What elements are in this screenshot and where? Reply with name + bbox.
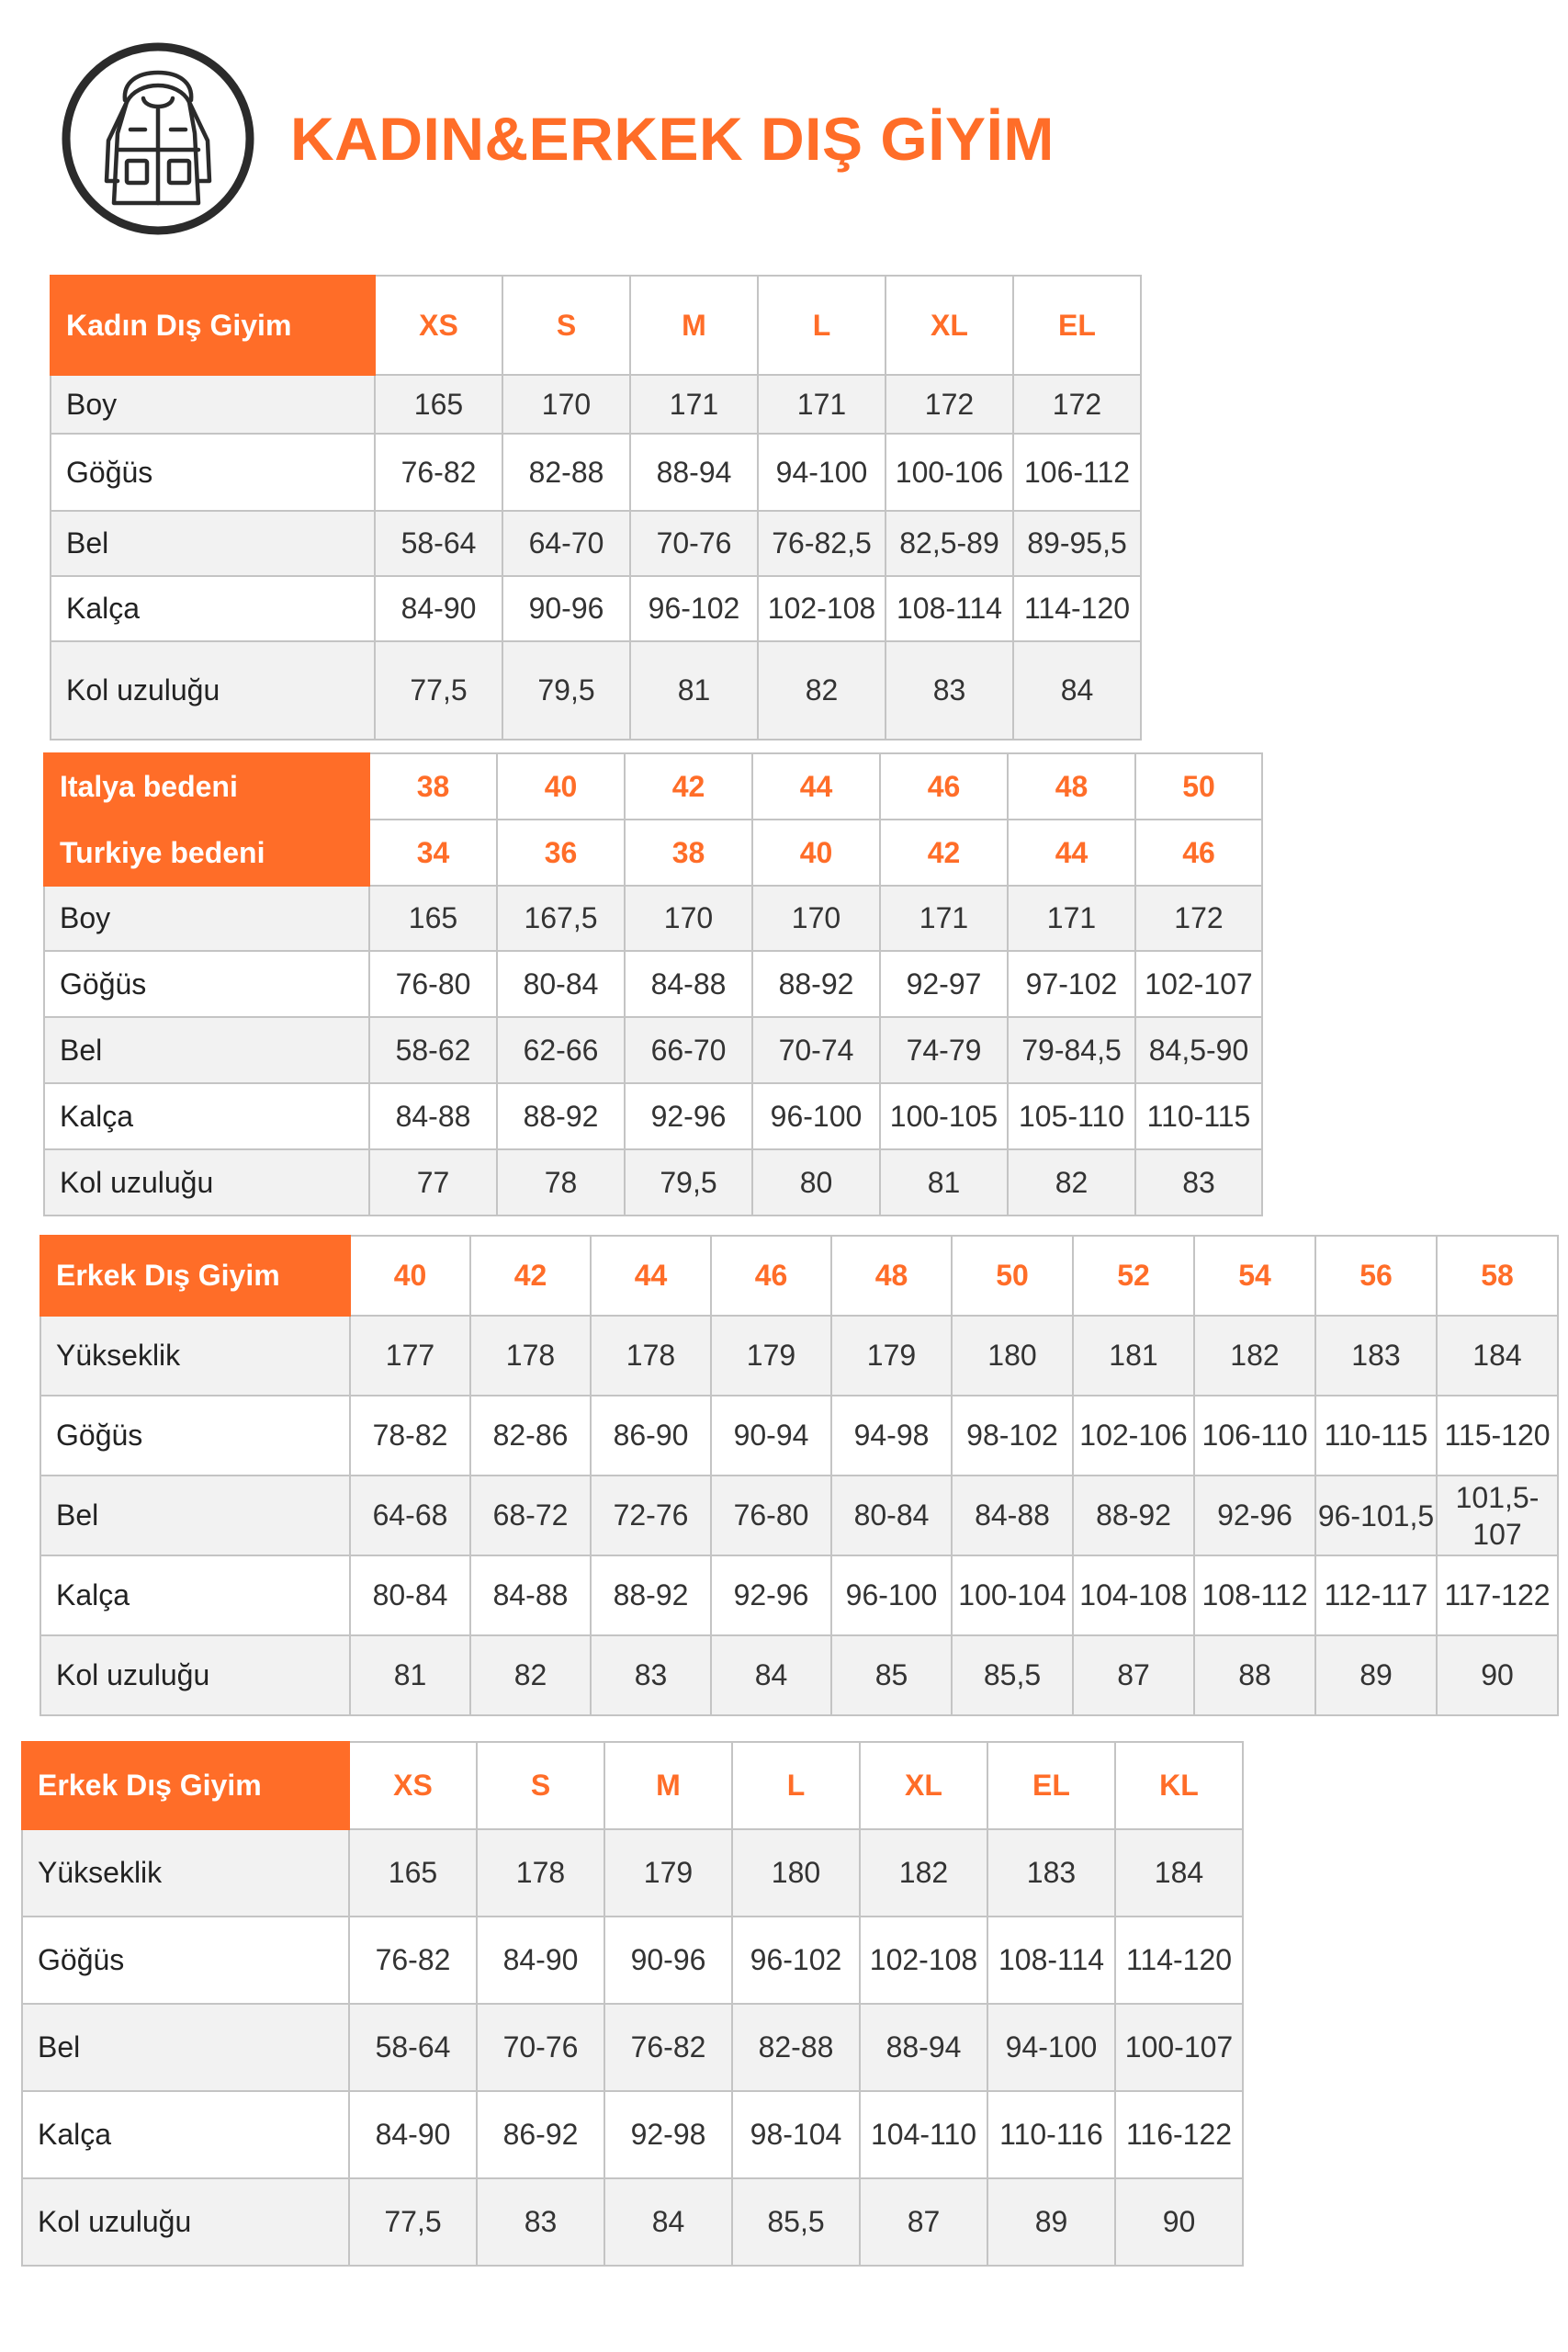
- table-row: [51, 434, 1141, 511]
- row-label: Yükseklik: [40, 1316, 350, 1396]
- size-header: 46: [880, 753, 1008, 820]
- table-cell: 88-92: [591, 1555, 711, 1635]
- row-label: Göğüs: [40, 1396, 350, 1476]
- table-cell: 96-101,5: [1315, 1476, 1437, 1555]
- table-cell: 171: [630, 375, 758, 434]
- row-label: Bel: [22, 2004, 349, 2091]
- table-cell: 84: [711, 1635, 831, 1715]
- table-row: [44, 951, 1262, 1017]
- table-row: [22, 1829, 1243, 1917]
- size-header: 38: [369, 753, 497, 820]
- table-cell: 70-74: [752, 1017, 880, 1083]
- table-cell: 171: [1008, 886, 1135, 951]
- italy-turkey-size-table: [43, 752, 1263, 1216]
- table-cell: 81: [630, 641, 758, 740]
- size-header: XS: [375, 276, 502, 375]
- table-row: [44, 1149, 1262, 1216]
- men-numeric-size-table: [39, 1235, 1559, 1716]
- table-cell: 83: [477, 2178, 604, 2266]
- size-header: S: [477, 1742, 604, 1829]
- table-cell: 165: [369, 886, 497, 951]
- table-cell: 97-102: [1008, 951, 1135, 1017]
- table-cell: 178: [477, 1829, 604, 1917]
- table-cell: 72-76: [591, 1476, 711, 1555]
- table-cell: 76-82,5: [758, 511, 886, 576]
- size-header: 38: [625, 820, 752, 886]
- row-label: Kol uzuluğu: [44, 1149, 369, 1216]
- size-header: 48: [831, 1236, 952, 1316]
- table-cell: 92-97: [880, 951, 1008, 1017]
- table-cell: 106-112: [1013, 434, 1141, 511]
- table-cell: 89: [1315, 1635, 1437, 1715]
- table-cell: 96-102: [732, 1917, 860, 2004]
- table-row: [22, 2004, 1243, 2091]
- table-cell: 100-104: [952, 1555, 1073, 1635]
- row-label: Kol uzuluğu: [51, 641, 375, 740]
- table-cell: 86-92: [477, 2091, 604, 2178]
- size-header: 56: [1315, 1236, 1437, 1316]
- table-row: [22, 2091, 1243, 2178]
- table-cell: 85,5: [732, 2178, 860, 2266]
- table-cell: 82-86: [470, 1396, 591, 1476]
- table-cell: 94-100: [758, 434, 886, 511]
- table-row: [40, 1635, 1558, 1715]
- table-cell: 104-108: [1073, 1555, 1194, 1635]
- table-cell: 182: [1194, 1316, 1315, 1396]
- table-cell: 88-92: [497, 1083, 625, 1149]
- row-label: Bel: [44, 1017, 369, 1083]
- row-label: Yükseklik: [22, 1829, 349, 1917]
- table-cell: 101,5-107: [1437, 1476, 1558, 1555]
- table-cell: 80-84: [831, 1476, 952, 1555]
- row-label: Boy: [51, 375, 375, 434]
- table-cell: 70-76: [477, 2004, 604, 2091]
- table-cell: 170: [502, 375, 630, 434]
- table-cell: 78-82: [350, 1396, 470, 1476]
- table-cell: 96-100: [752, 1083, 880, 1149]
- table-cell: 165: [375, 375, 502, 434]
- table-cell: 87: [860, 2178, 987, 2266]
- table-cell: 184: [1115, 1829, 1243, 1917]
- size-header: L: [758, 276, 886, 375]
- table-cell: 92-96: [1194, 1476, 1315, 1555]
- table-row: [44, 886, 1262, 951]
- table-cell: 85: [831, 1635, 952, 1715]
- table-row: [51, 375, 1141, 434]
- size-header: 42: [470, 1236, 591, 1316]
- table-cell: 80-84: [497, 951, 625, 1017]
- table-row: [40, 1555, 1558, 1635]
- table-cell: 62-66: [497, 1017, 625, 1083]
- table-cell: 179: [604, 1829, 732, 1917]
- table-cell: 108-114: [987, 1917, 1115, 2004]
- table-row: [51, 641, 1141, 740]
- table-cell: 79,5: [625, 1149, 752, 1216]
- table-cell: 177: [350, 1316, 470, 1396]
- size-header: 34: [369, 820, 497, 886]
- table-cell: 88-92: [752, 951, 880, 1017]
- table-row: [22, 1917, 1243, 2004]
- table-cell: 180: [952, 1316, 1073, 1396]
- size-header: 40: [350, 1236, 470, 1316]
- table-cell: 84: [1013, 641, 1141, 740]
- table-cell: 98-104: [732, 2091, 860, 2178]
- size-header: 48: [1008, 753, 1135, 820]
- table-cell: 76-82: [349, 1917, 477, 2004]
- men-letter-size-table: [21, 1741, 1244, 2267]
- table-cell: 84-88: [625, 951, 752, 1017]
- table-cell: 94-98: [831, 1396, 952, 1476]
- table-cell: 115-120: [1437, 1396, 1558, 1476]
- table-row: [40, 1396, 1558, 1476]
- table-cell: 77,5: [375, 641, 502, 740]
- row-label: Göğüs: [51, 434, 375, 511]
- table-cell: 84-90: [477, 1917, 604, 2004]
- table-cell: 58-64: [375, 511, 502, 576]
- table-row: [40, 1316, 1558, 1396]
- table-cell: 88-94: [860, 2004, 987, 2091]
- table-cell: 81: [350, 1635, 470, 1715]
- row-label: Göğüs: [22, 1917, 349, 2004]
- row-label: Bel: [40, 1476, 350, 1555]
- table-cell: 88-92: [1073, 1476, 1194, 1555]
- table-cell: 114-120: [1013, 576, 1141, 641]
- size-header: 44: [752, 753, 880, 820]
- table-cell: 179: [831, 1316, 952, 1396]
- table-cell: 102-108: [860, 1917, 987, 2004]
- size-header: 40: [752, 820, 880, 886]
- table-row: [40, 1476, 1558, 1555]
- table-cell: 102-106: [1073, 1396, 1194, 1476]
- table-cell: 96-102: [630, 576, 758, 641]
- table-cell: 179: [711, 1316, 831, 1396]
- table-cell: 112-117: [1315, 1555, 1437, 1635]
- table-cell: 88-94: [630, 434, 758, 511]
- coat-icon: [61, 41, 255, 236]
- size-header: S: [502, 276, 630, 375]
- table-cell: 167,5: [497, 886, 625, 951]
- table-cell: 178: [591, 1316, 711, 1396]
- size-header: 42: [880, 820, 1008, 886]
- table-header-label: Erkek Dış Giyim: [22, 1742, 349, 1829]
- table-cell: 74-79: [880, 1017, 1008, 1083]
- row-label: Göğüs: [44, 951, 369, 1017]
- table-cell: 83: [591, 1635, 711, 1715]
- size-header: XL: [886, 276, 1013, 375]
- table-cell: 183: [1315, 1316, 1437, 1396]
- table-cell: 82-88: [502, 434, 630, 511]
- size-header: KL: [1115, 1742, 1243, 1829]
- table-cell: 171: [880, 886, 1008, 951]
- table-row: [44, 1017, 1262, 1083]
- row-label: Kalça: [44, 1083, 369, 1149]
- table-cell: 172: [1135, 886, 1262, 951]
- size-header: 44: [1008, 820, 1135, 886]
- size-header: 52: [1073, 1236, 1194, 1316]
- size-header: 42: [625, 753, 752, 820]
- table-row: [44, 1083, 1262, 1149]
- table-cell: 92-96: [711, 1555, 831, 1635]
- table-cell: 178: [470, 1316, 591, 1396]
- table-cell: 106-110: [1194, 1396, 1315, 1476]
- table-cell: 77: [369, 1149, 497, 1216]
- table-cell: 70-76: [630, 511, 758, 576]
- table-cell: 116-122: [1115, 2091, 1243, 2178]
- table-cell: 68-72: [470, 1476, 591, 1555]
- row-label: Boy: [44, 886, 369, 951]
- table-cell: 87: [1073, 1635, 1194, 1715]
- row-label: Kol uzuluğu: [40, 1635, 350, 1715]
- row-label: Bel: [51, 511, 375, 576]
- table-cell: 105-110: [1008, 1083, 1135, 1149]
- size-header: 58: [1437, 1236, 1558, 1316]
- table-cell: 181: [1073, 1316, 1194, 1396]
- table-cell: 79,5: [502, 641, 630, 740]
- table-cell: 84,5-90: [1135, 1017, 1262, 1083]
- women-size-table: [50, 275, 1142, 741]
- table-cell: 110-116: [987, 2091, 1115, 2178]
- table-cell: 58-64: [349, 2004, 477, 2091]
- table-cell: 102-108: [758, 576, 886, 641]
- row-label: Kol uzuluğu: [22, 2178, 349, 2266]
- size-header: XL: [860, 1742, 987, 1829]
- table-cell: 90: [1115, 2178, 1243, 2266]
- table-cell: 110-115: [1315, 1396, 1437, 1476]
- table-cell: 102-107: [1135, 951, 1262, 1017]
- table-cell: 110-115: [1135, 1083, 1262, 1149]
- table-cell: 79-84,5: [1008, 1017, 1135, 1083]
- table-cell: 84-88: [369, 1083, 497, 1149]
- table-cell: 172: [1013, 375, 1141, 434]
- italy-size-label: Italya bedeni: [44, 753, 369, 820]
- size-header: 54: [1194, 1236, 1315, 1316]
- table-cell: 90-96: [502, 576, 630, 641]
- table-cell: 117-122: [1437, 1555, 1558, 1635]
- size-header: 36: [497, 820, 625, 886]
- size-header: EL: [987, 1742, 1115, 1829]
- table-cell: 82-88: [732, 2004, 860, 2091]
- size-header: EL: [1013, 276, 1141, 375]
- table-cell: 76-82: [604, 2004, 732, 2091]
- table-cell: 82: [470, 1635, 591, 1715]
- turkey-size-label: Turkiye bedeni: [44, 820, 369, 886]
- table-cell: 165: [349, 1829, 477, 1917]
- size-header: XS: [349, 1742, 477, 1829]
- table-cell: 78: [497, 1149, 625, 1216]
- table-cell: 81: [880, 1149, 1008, 1216]
- table-cell: 64-68: [350, 1476, 470, 1555]
- table-cell: 182: [860, 1829, 987, 1917]
- table-cell: 64-70: [502, 511, 630, 576]
- page-title: KADIN&ERKEK DIŞ GİYİM: [290, 105, 1055, 173]
- size-header: 50: [952, 1236, 1073, 1316]
- table-cell: 98-102: [952, 1396, 1073, 1476]
- table-cell: 58-62: [369, 1017, 497, 1083]
- table-cell: 100-105: [880, 1083, 1008, 1149]
- table-cell: 172: [886, 375, 1013, 434]
- size-header: M: [630, 276, 758, 375]
- table-cell: 88: [1194, 1635, 1315, 1715]
- table-cell: 76-82: [375, 434, 502, 511]
- table-cell: 84: [604, 2178, 732, 2266]
- table-cell: 108-112: [1194, 1555, 1315, 1635]
- table-cell: 183: [987, 1829, 1115, 1917]
- table-cell: 92-98: [604, 2091, 732, 2178]
- table-cell: 170: [752, 886, 880, 951]
- table-cell: 114-120: [1115, 1917, 1243, 2004]
- size-header: M: [604, 1742, 732, 1829]
- table-cell: 89-95,5: [1013, 511, 1141, 576]
- table-cell: 76-80: [369, 951, 497, 1017]
- table-cell: 66-70: [625, 1017, 752, 1083]
- table-cell: 77,5: [349, 2178, 477, 2266]
- table-cell: 84-88: [470, 1555, 591, 1635]
- table-cell: 80: [752, 1149, 880, 1216]
- table-cell: 82: [758, 641, 886, 740]
- size-header: 46: [711, 1236, 831, 1316]
- table-cell: 90-94: [711, 1396, 831, 1476]
- table-cell: 80-84: [350, 1555, 470, 1635]
- table-cell: 96-100: [831, 1555, 952, 1635]
- table-cell: 92-96: [625, 1083, 752, 1149]
- table-cell: 84-90: [349, 2091, 477, 2178]
- table-cell: 100-106: [886, 434, 1013, 511]
- table-cell: 83: [1135, 1149, 1262, 1216]
- table-cell: 89: [987, 2178, 1115, 2266]
- table-cell: 108-114: [886, 576, 1013, 641]
- size-header: 44: [591, 1236, 711, 1316]
- table-cell: 90: [1437, 1635, 1558, 1715]
- row-label: Kalça: [22, 2091, 349, 2178]
- table-cell: 76-80: [711, 1476, 831, 1555]
- table-cell: 170: [625, 886, 752, 951]
- table-header-label: Kadın Dış Giyim: [51, 276, 375, 375]
- row-label: Kalça: [40, 1555, 350, 1635]
- table-cell: 82: [1008, 1149, 1135, 1216]
- table-row: [51, 576, 1141, 641]
- table-cell: 82,5-89: [886, 511, 1013, 576]
- row-label: Kalça: [51, 576, 375, 641]
- table-cell: 85,5: [952, 1635, 1073, 1715]
- table-cell: 94-100: [987, 2004, 1115, 2091]
- size-header: 46: [1135, 820, 1262, 886]
- table-cell: 83: [886, 641, 1013, 740]
- table-cell: 86-90: [591, 1396, 711, 1476]
- size-header: 50: [1135, 753, 1262, 820]
- table-cell: 104-110: [860, 2091, 987, 2178]
- table-cell: 84-90: [375, 576, 502, 641]
- table-row: [22, 2178, 1243, 2266]
- table-cell: 90-96: [604, 1917, 732, 2004]
- table-cell: 100-107: [1115, 2004, 1243, 2091]
- table-cell: 184: [1437, 1316, 1558, 1396]
- table-header-label: Erkek Dış Giyim: [40, 1236, 350, 1316]
- size-header: L: [732, 1742, 860, 1829]
- table-row: [51, 511, 1141, 576]
- table-cell: 84-88: [952, 1476, 1073, 1555]
- table-cell: 180: [732, 1829, 860, 1917]
- size-header: 40: [497, 753, 625, 820]
- table-cell: 171: [758, 375, 886, 434]
